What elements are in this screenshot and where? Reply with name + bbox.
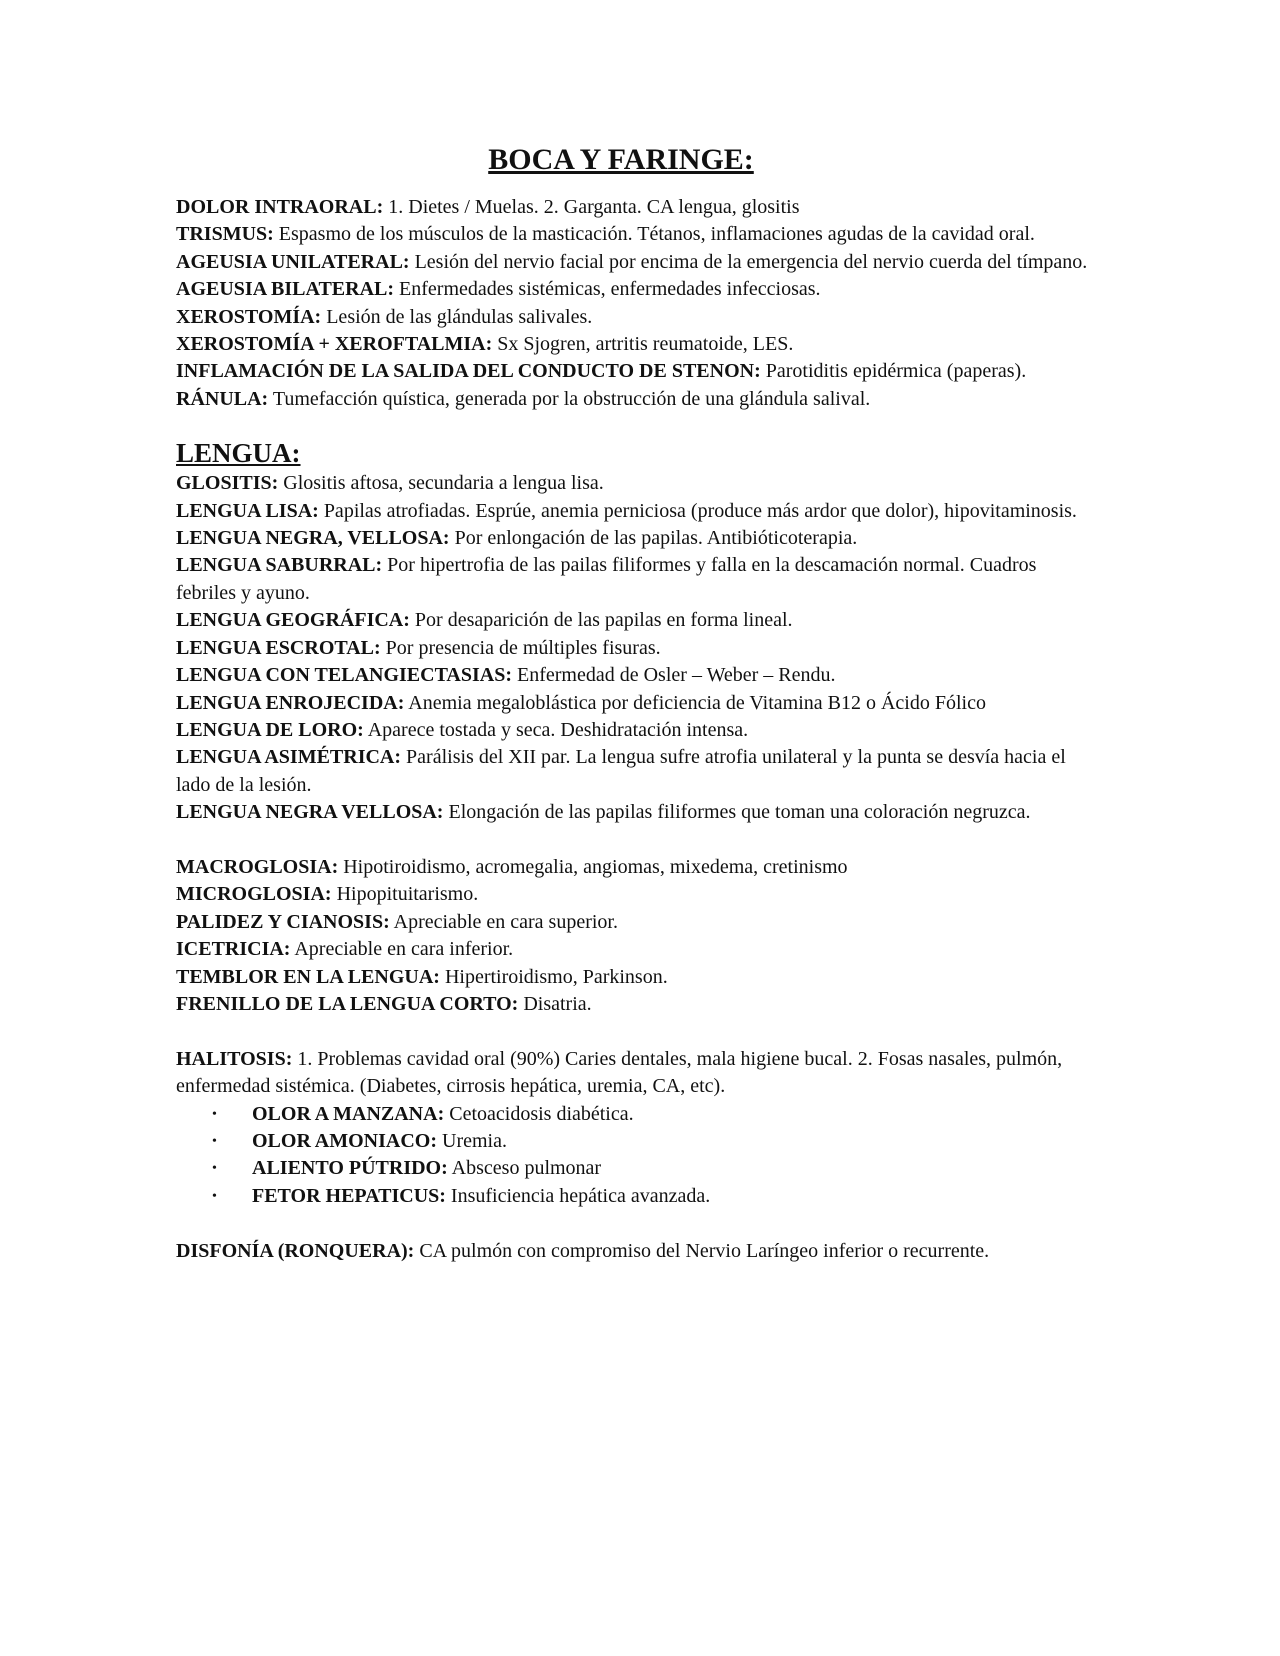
entry-text: Por desaparición de las papilas en forma lineal. xyxy=(409,609,793,632)
entry-text: Hipertiroidismo, Parkinson. xyxy=(439,965,668,988)
entry-term: ICETRICIA: xyxy=(176,938,291,961)
section-heading-lengua: LENGUA: xyxy=(176,438,301,469)
entry-inflamacion-stenon xyxy=(176,358,1096,385)
entry-text: Glositis aftosa, secundaria a lengua lisa. xyxy=(278,472,604,495)
entry-text: Hipotiroidismo, acromegalia, angiomas, mixedema, cretinismo xyxy=(338,855,848,878)
entry-lengua-geografica xyxy=(176,607,1096,634)
entry-glositis xyxy=(176,470,1096,497)
entry-text: Por hipertrofia de las pailas filiformes y falla en la descamación normal. Cuadros febriles y ayuno. xyxy=(176,554,1037,604)
document-page xyxy=(176,140,1096,1265)
size-section xyxy=(176,854,1096,1018)
entry-text: Aparece tostada y seca. Deshidratación intensa. xyxy=(363,718,749,741)
entry-term: GLOSITIS: xyxy=(176,472,279,495)
entry-text: Parálisis del XII par. La lengua sufre atrofia unilateral y la punta se desvía hacia el lado de la lesión. xyxy=(176,746,1066,796)
entry-term: XEROSTOMÍA + XEROFTALMIA: xyxy=(176,333,493,356)
entry-text: Espasmo de los músculos de la masticación. Tétanos, inflamaciones agudas de la cavidad oral. xyxy=(273,223,1035,246)
entry-text: Apreciable en cara superior. xyxy=(389,910,618,933)
entry-text: Hipopituitarismo. xyxy=(331,883,479,906)
entry-lengua-lisa xyxy=(176,498,1096,525)
spacer xyxy=(176,413,1096,437)
entry-text: Enfermedades sistémicas, enfermedades infecciosas. xyxy=(394,278,821,301)
entry-term: FRENILLO DE LA LENGUA CORTO: xyxy=(176,992,519,1015)
entry-text: Por enlongación de las papilas. Antibióticoterapia. xyxy=(449,527,858,550)
entry-term: AGEUSIA UNILATERAL: xyxy=(176,250,410,273)
entry-microglosia xyxy=(176,881,1096,908)
list-item xyxy=(212,1128,1096,1155)
lengua-section xyxy=(176,470,1096,826)
spacer xyxy=(176,827,1096,854)
entry-lengua-negra-vellosa-2 xyxy=(176,799,1096,826)
entry-ageusia-bilateral xyxy=(176,276,1096,303)
entry-term: RÁNULA: xyxy=(176,387,269,410)
boca-section xyxy=(176,194,1096,413)
entry-text: Por presencia de múltiples fisuras. xyxy=(380,636,661,659)
entry-xerostomia-xeroftalmia xyxy=(176,331,1096,358)
entry-term: FETOR HEPATICUS: xyxy=(252,1184,446,1207)
entry-term: OLOR A MANZANA: xyxy=(252,1102,445,1125)
entry-text: Sx Sjogren, artritis reumatoide, LES. xyxy=(492,333,794,356)
entry-term: DOLOR INTRAORAL: xyxy=(176,196,384,218)
entry-text: 1. Problemas cavidad oral (90%) Caries dentales, mala higiene bucal. 2. Fosas nasales, pulmón, enfermedad sistémica. (Diabetes, cirrosis hepática, uremia, CA, etc). xyxy=(176,1047,1063,1098)
entry-text: Lesión de las glándulas salivales. xyxy=(321,305,593,328)
list-item xyxy=(212,1155,1096,1182)
entry-lengua-enrojecida xyxy=(176,690,1096,717)
entry-text: 1. Dietes / Muelas. 2. Garganta. CA lengua, glositis xyxy=(383,196,800,218)
entry-text: Elongación de las papilas filiformes que toman una coloración negruzca. xyxy=(443,801,1031,824)
entry-text: Tumefacción quística, generada por la obstrucción de una glándula salival. xyxy=(268,387,871,410)
entry-text: Insuficiencia hepática avanzada. xyxy=(445,1184,711,1207)
entry-term: LENGUA ASIMÉTRICA: xyxy=(176,746,402,769)
spacer xyxy=(176,1210,1096,1237)
entry-text: Apreciable en cara inferior. xyxy=(290,938,514,961)
entry-lengua-negra-vellosa-1 xyxy=(176,525,1096,552)
entry-ranula xyxy=(176,386,1096,413)
entry-term: LENGUA GEOGRÁFICA: xyxy=(176,609,410,632)
entry-text: Cetoacidosis diabética. xyxy=(444,1102,634,1125)
entry-text: CA pulmón con compromiso del Nervio Laríngeo inferior o recurrente. xyxy=(414,1239,990,1262)
entry-term: MICROGLOSIA: xyxy=(176,883,332,906)
halitosis-bullet-list xyxy=(176,1101,1096,1211)
entry-term: LENGUA NEGRA, VELLOSA: xyxy=(176,527,450,550)
halitosis-section xyxy=(176,1046,1096,1210)
entry-text: Papilas atrofiadas. Esprúe, anemia perniciosa (produce más ardor que dolor), hipovitaminosis. xyxy=(318,499,1077,522)
list-item xyxy=(212,1183,1096,1210)
bullet-icon: • xyxy=(212,1106,217,1122)
bullet-icon: • xyxy=(212,1188,217,1204)
entry-palidez-cianosis xyxy=(176,909,1096,936)
bullet-icon: • xyxy=(212,1133,217,1149)
entry-term: HALITOSIS: xyxy=(176,1047,293,1070)
entry-term: MACROGLOSIA: xyxy=(176,855,339,878)
entry-dolor-intraoral xyxy=(176,194,1096,221)
entry-text: Disatria. xyxy=(518,992,592,1015)
entry-term: AGEUSIA BILATERAL: xyxy=(176,278,395,301)
entry-lengua-saburral xyxy=(176,552,1096,607)
entry-text: Anemia megaloblástica por deficiencia de Vitamina B12 o Ácido Fólico xyxy=(404,691,986,714)
list-item xyxy=(212,1101,1096,1128)
entry-term: LENGUA SABURRAL: xyxy=(176,554,383,577)
entry-frenillo-corto xyxy=(176,991,1096,1018)
entry-term: TRISMUS: xyxy=(176,223,274,246)
entry-term: LENGUA CON TELANGIECTASIAS: xyxy=(176,664,513,687)
entry-text: Uremia. xyxy=(437,1129,507,1152)
entry-term: LENGUA LISA: xyxy=(176,499,319,522)
spacer xyxy=(176,1018,1096,1045)
bullet-icon: • xyxy=(212,1161,217,1177)
entry-temblor-lengua xyxy=(176,964,1096,991)
entry-lengua-de-loro xyxy=(176,717,1096,744)
entry-term: LENGUA NEGRA VELLOSA: xyxy=(176,801,444,824)
entry-lengua-asimetrica xyxy=(176,744,1096,799)
entry-text: Enfermedad de Osler – Weber – Rendu. xyxy=(512,664,836,687)
entry-term: PALIDEZ Y CIANOSIS: xyxy=(176,910,390,933)
entry-term: ALIENTO PÚTRIDO: xyxy=(252,1157,448,1180)
entry-text: Parotiditis epidérmica (paperas). xyxy=(760,360,1027,383)
entry-term: LENGUA ESCROTAL: xyxy=(176,636,381,659)
entry-term: TEMBLOR EN LA LENGUA: xyxy=(176,965,440,988)
entry-disfonia xyxy=(176,1238,1096,1265)
entry-ageusia-unilateral xyxy=(176,249,1096,276)
entry-term: INFLAMACIÓN DE LA SALIDA DEL CONDUCTO DE STENON: xyxy=(176,360,761,383)
entry-lengua-escrotal xyxy=(176,635,1096,662)
page-title: BOCA Y FARINGE: xyxy=(488,143,754,176)
entry-term: LENGUA DE LORO: xyxy=(176,718,364,741)
entry-xerostomia xyxy=(176,304,1096,331)
entry-halitosis xyxy=(176,1046,1096,1101)
entry-text: Absceso pulmonar xyxy=(447,1157,602,1180)
entry-term: XEROSTOMÍA: xyxy=(176,305,322,328)
entry-macroglosia xyxy=(176,854,1096,881)
entry-term: DISFONÍA (RONQUERA): xyxy=(176,1239,415,1262)
entry-icetricia xyxy=(176,936,1096,963)
entry-term: OLOR AMONIACO: xyxy=(252,1129,437,1152)
entry-text: Lesión del nervio facial por encima de la emergencia del nervio cuerda del tímpano. xyxy=(409,250,1088,273)
entry-trismus xyxy=(176,221,1096,248)
entry-term: LENGUA ENROJECIDA: xyxy=(176,691,405,714)
entry-lengua-telangiectasias xyxy=(176,662,1096,689)
